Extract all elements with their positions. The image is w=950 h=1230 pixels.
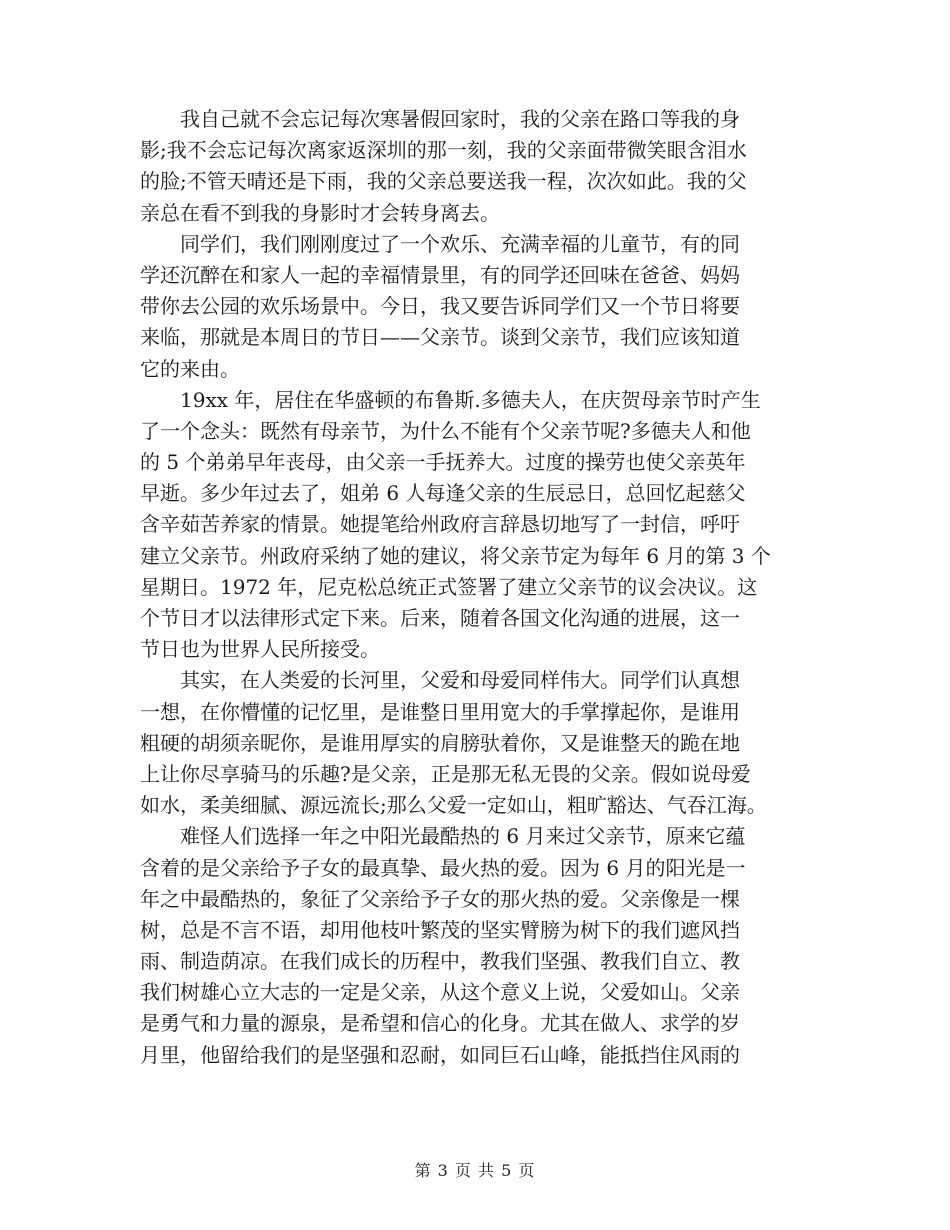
text-line: 了一个念头：既然有母亲节，为什么不能有个父亲节呢?多德夫人和他	[140, 418, 751, 443]
text-line: 个节日才以法律形式定下来。后来，随着各国文化沟通的进展，这一	[140, 606, 740, 630]
text-line: 的脸;不管天晴还是下雨，我的父亲总要送我一程，次次如此。我的父	[140, 169, 747, 194]
paragraph-fatherly-love	[140, 665, 830, 821]
text-line: 学还沉醉在和家人一起的幸福情景里，有的同学还回味在爸爸、妈妈	[140, 262, 740, 287]
text-line: 是勇气和力量的源泉，是希望和信心的化身。尤其在做人、求学的岁	[140, 1011, 740, 1036]
text-line: 月里，他留给我们的是坚强和忍耐，如同巨石山峰，能抵挡住风雨的	[140, 1042, 740, 1067]
document-body	[140, 104, 830, 1071]
paragraph-june-sunshine	[140, 821, 830, 1071]
text-line: 含辛茹苦养家的情景。她提笔给州政府言辞恳切地写了一封信，呼吁	[140, 512, 740, 537]
text-line: 亲总在看不到我的身影时才会转身离去。	[140, 200, 500, 225]
paragraph-childrens-day	[140, 229, 830, 385]
text-line: 影;我不会忘记每次离家返深圳的那一刻，我的父亲面带微笑眼含泪水	[140, 138, 747, 163]
text-line: 星期日。1972 年，尼克松总统正式签署了建立父亲节的议会决议。这	[140, 574, 758, 599]
text-line: 如水，柔美细腻、源远流长;那么父爱一定如山，粗旷豁达、气吞江海。	[140, 793, 767, 818]
text-line: 它的来由。	[140, 356, 240, 381]
paragraph-father-memories	[140, 104, 830, 229]
text-line: 节日也为世界人民所接受。	[140, 637, 380, 662]
text-line: 含着的是父亲给予子女的最真挚、最火热的爱。因为 6 月的阳光是一	[140, 855, 746, 880]
page-number-footer: 第 3 页 共 5 页	[414, 1161, 536, 1180]
text-line: 同学们，我们刚刚度过了一个欢乐、充满幸福的儿童节，有的同	[140, 231, 740, 256]
text-line: 粗硬的胡须亲昵你，是谁用厚实的肩膀驮着你，又是谁整天的跪在地	[140, 730, 740, 755]
text-line: 建立父亲节。州政府采纳了她的建议，将父亲节定为每年 6 月的第 3 个	[140, 543, 771, 568]
text-line: 上让你尽享骑马的乐趣?是父亲，正是那无私无畏的父亲。假如说母爱	[140, 761, 751, 786]
paragraph-fathers-day-origin	[140, 385, 830, 666]
text-line: 早逝。多少年过去了，姐弟 6 人每逢父亲的生辰忌日，总回忆起慈父	[140, 481, 746, 506]
text-line: 我们树雄心立大志的一定是父亲，从这个意义上说，父爱如山。父亲	[140, 980, 740, 1005]
text-line: 带你去公园的欢乐场景中。今日，我又要告诉同学们又一个节日将要	[140, 294, 740, 319]
text-line: 来临，那就是本周日的节日——父亲节。谈到父亲节，我们应该知道	[140, 325, 740, 350]
text-line: 我自己就不会忘记每次寒暑假回家时，我的父亲在路口等我的身	[140, 107, 740, 131]
text-line: 年之中最酷热的，象征了父亲给予子女的那火热的爱。父亲像是一棵	[140, 886, 740, 911]
text-line: 的 5 个弟弟早年丧母，由父亲一手抚养大。过度的操劳也使父亲英年	[140, 450, 746, 475]
text-line: 难怪人们选择一年之中阳光最酷热的 6 月来过父亲节，原来它蕴	[140, 824, 746, 849]
text-line: 雨、制造荫凉。在我们成长的历程中，教我们坚强、教我们自立、教	[140, 949, 740, 974]
text-line: 树，总是不言不语，却用他枝叶繁茂的坚实臂膀为树下的我们遮风挡	[140, 917, 740, 942]
text-line: 其实，在人类爱的长河里，父爱和母爱同样伟大。同学们认真想	[140, 668, 740, 693]
text-line: 一想，在你懵懂的记忆里，是谁整日里用宽大的手掌撑起你，是谁用	[140, 699, 740, 724]
text-line: 19xx 年，居住在华盛顿的布鲁斯.多德夫人，在庆贺母亲节时产生	[140, 387, 761, 412]
